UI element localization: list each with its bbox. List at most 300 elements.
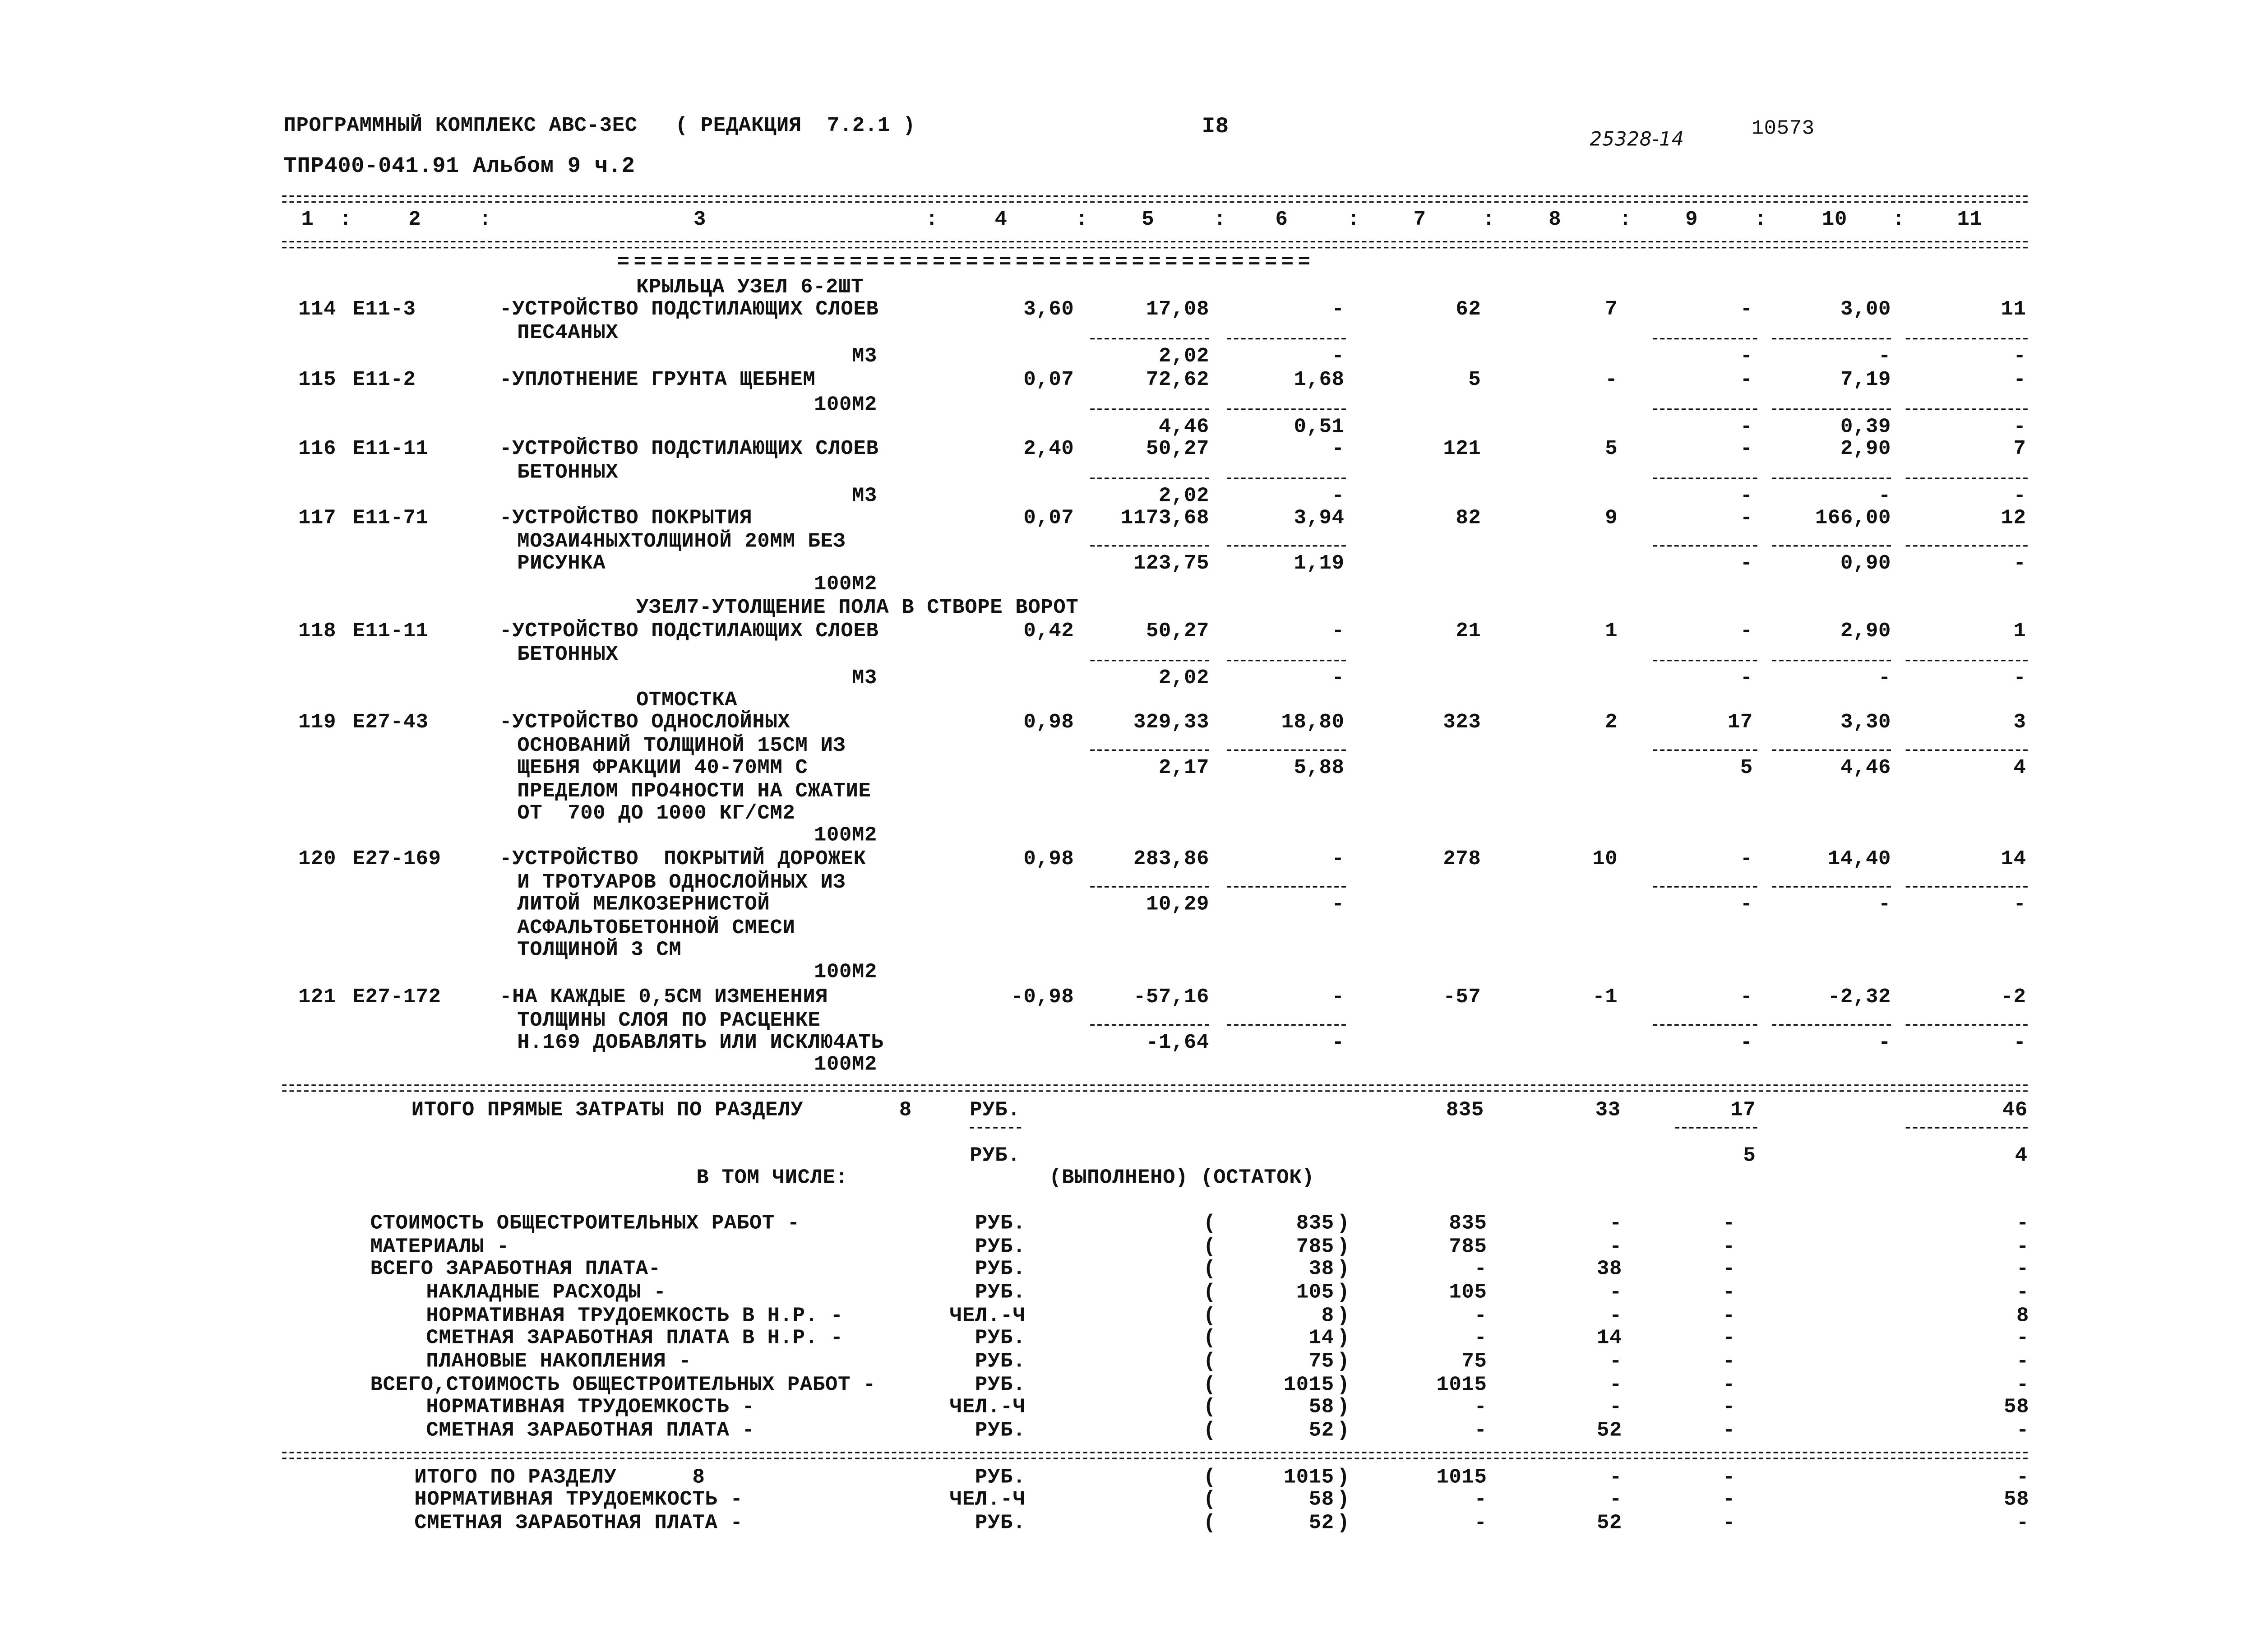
column-divider: : bbox=[1754, 208, 1767, 232]
c11-value: 3 bbox=[2013, 711, 2026, 735]
c5-value: 17,08 bbox=[1146, 298, 1210, 322]
fraction-underline bbox=[1653, 338, 1757, 339]
summary-c11: - bbox=[2016, 1350, 2029, 1374]
paren-open: ( bbox=[1203, 1305, 1216, 1328]
work-description: БЕТОННЫХ bbox=[517, 460, 619, 484]
paren-open: ( bbox=[1203, 1466, 1216, 1490]
paren-close: ) bbox=[1337, 1327, 1350, 1351]
summary-c9: - bbox=[1722, 1327, 1735, 1351]
fraction-underline bbox=[1227, 338, 1346, 339]
work-description: -УСТРОЙСТВО ОДНОСЛОЙНЫХ bbox=[499, 711, 791, 735]
c7-value: 62 bbox=[1456, 298, 1481, 322]
summary-c9: - bbox=[1722, 1396, 1735, 1420]
work-description: РИСУНКА bbox=[517, 552, 606, 576]
quantity: 0,42 bbox=[1023, 620, 1074, 644]
fraction-underline bbox=[1772, 338, 1891, 339]
c7-value: 121 bbox=[1443, 438, 1481, 462]
work-description: ПРЕДЕЛОМ ПРО4НОСТИ НА СЖАТИЕ bbox=[517, 779, 871, 803]
c10-value: 3,30 bbox=[1840, 711, 1891, 735]
fraction-underline bbox=[1227, 886, 1346, 888]
c9-sub-value: - bbox=[1740, 667, 1753, 691]
c11-value: 12 bbox=[2001, 507, 2026, 531]
c11-sub-value: - bbox=[2013, 893, 2026, 917]
header-rule-bottom bbox=[282, 241, 2028, 248]
c10-sub-value: 0,39 bbox=[1840, 416, 1891, 440]
c9-value: - bbox=[1740, 620, 1753, 644]
summary-value: 52 bbox=[1308, 1419, 1334, 1443]
totals-label: ИТОГО ПРЯМЫЕ ЗАТРАТЫ ПО РАЗДЕЛУ bbox=[411, 1099, 804, 1123]
c10-sub-value: - bbox=[1878, 1031, 1891, 1055]
work-description: ОСНОВАНИЙ ТОЛЩИНОЙ 15СМ ИЗ bbox=[517, 734, 846, 758]
column-divider: : bbox=[925, 208, 938, 232]
summary-c8: - bbox=[1609, 1374, 1623, 1397]
summary-unit: ЧЕЛ.-Ч bbox=[949, 1305, 1026, 1328]
quantity: 0,98 bbox=[1023, 711, 1074, 735]
paren-open: ( bbox=[1203, 1281, 1216, 1305]
c9-value: - bbox=[1740, 369, 1753, 393]
summary-c8: - bbox=[1609, 1281, 1623, 1305]
summary-unit: РУБ. bbox=[975, 1281, 1026, 1305]
paren-close: ) bbox=[1337, 1236, 1350, 1259]
item-number: 115 bbox=[298, 369, 337, 393]
paren-open: ( bbox=[1203, 1374, 1216, 1397]
paren-open: ( bbox=[1203, 1212, 1216, 1236]
fraction-underline bbox=[1227, 408, 1346, 410]
summary-value: 75 bbox=[1308, 1350, 1334, 1374]
c8-value: 5 bbox=[1605, 438, 1618, 462]
fraction-underline bbox=[1772, 660, 1891, 661]
summary-c11: - bbox=[2016, 1466, 2029, 1490]
summary-unit: РУБ. bbox=[975, 1466, 1026, 1490]
work-description: -УСТРОЙСТВО ПОКРЫТИЙ ДОРОЖЕК bbox=[499, 847, 866, 872]
separator-line: ========================================== bbox=[617, 251, 1315, 275]
paren-close: ) bbox=[1337, 1466, 1350, 1490]
c7-value: -57 bbox=[1443, 986, 1481, 1010]
fraction-underline bbox=[1653, 886, 1757, 888]
c6-value: - bbox=[1331, 298, 1345, 322]
column-header-10: 10 bbox=[1821, 208, 1847, 232]
c8-value: 2 bbox=[1605, 711, 1618, 735]
summary-c11: - bbox=[2016, 1512, 2029, 1536]
c9-sub-value: - bbox=[1740, 416, 1753, 440]
c5-sub-value: 2,02 bbox=[1158, 485, 1210, 509]
c7-value: 278 bbox=[1443, 847, 1481, 872]
c9-sub-value: - bbox=[1740, 552, 1753, 576]
c5-sub-value: 10,29 bbox=[1146, 893, 1210, 917]
paren-open: ( bbox=[1203, 1327, 1216, 1351]
totals-c9-2: 5 bbox=[1743, 1144, 1756, 1168]
rate-code: E11-11 bbox=[352, 620, 429, 644]
c10-value: 166,00 bbox=[1815, 507, 1891, 531]
quantity: -0,98 bbox=[1011, 986, 1074, 1010]
section-title: ОТМОСТКА bbox=[636, 689, 738, 713]
summary-unit: РУБ. bbox=[975, 1350, 1026, 1374]
done-rest-label: (ВЫПОЛНЕНО) (ОСТАТОК) bbox=[1049, 1166, 1315, 1190]
section-title: УЗЕЛ7-УТОЛЩЕНИЕ ПОЛА В СТВОРЕ ВОРОТ bbox=[636, 597, 1079, 620]
summary-value: 58 bbox=[1308, 1488, 1334, 1512]
fraction-underline bbox=[1227, 477, 1346, 479]
item-number: 119 bbox=[298, 711, 337, 735]
c10-value: 2,90 bbox=[1840, 438, 1891, 462]
summary-value: 8 bbox=[1321, 1305, 1334, 1328]
work-description: Н.169 ДОБАВЛЯТЬ ИЛИ ИСКЛЮ4АТЬ bbox=[517, 1031, 884, 1055]
c10-sub-value: - bbox=[1878, 485, 1891, 509]
work-description: -УСТРОЙСТВО ПОКРЫТИЯ bbox=[499, 507, 753, 531]
summary-c7: - bbox=[1474, 1258, 1487, 1282]
summary-c11: - bbox=[2016, 1327, 2029, 1351]
program-header: ПРОГРАММНЫЙ КОМПЛЕКС АВС-3ЕС ( РЕДАКЦИЯ 7.2.1 ) bbox=[283, 114, 915, 139]
work-description: -УПЛОТНЕНИЕ ГРУНТА ЩЕБНЕМ bbox=[499, 369, 816, 393]
fraction-underline bbox=[1090, 338, 1209, 339]
item-number: 117 bbox=[298, 507, 337, 531]
c8-value: 1 bbox=[1605, 620, 1618, 644]
c11-value: 1 bbox=[2013, 620, 2026, 644]
fraction-underline bbox=[1906, 408, 2028, 410]
fraction-underline bbox=[1653, 545, 1757, 546]
c10-value: 7,19 bbox=[1840, 369, 1891, 393]
summary-c11: - bbox=[2016, 1236, 2029, 1259]
summary-label: ВСЕГО,СТОИМОСТЬ ОБЩЕСТРОИТЕЛЬНЫХ РАБОТ - bbox=[370, 1374, 876, 1397]
column-header-4: 4 bbox=[994, 208, 1008, 232]
fraction-underline bbox=[1090, 1024, 1209, 1026]
c7-value: 82 bbox=[1456, 507, 1481, 531]
project-title: ТПР400-041.91 Альбом 9 ч.2 bbox=[283, 154, 635, 180]
c11-sub-value: - bbox=[2013, 667, 2026, 691]
summary-value: 835 bbox=[1296, 1212, 1334, 1236]
including-label: В ТОМ ЧИСЛЕ: bbox=[696, 1166, 848, 1190]
fraction-underline bbox=[1906, 750, 2028, 751]
c9-sub-value: - bbox=[1740, 1031, 1753, 1055]
paren-close: ) bbox=[1337, 1396, 1350, 1420]
column-header-3: 3 bbox=[693, 208, 707, 232]
summary-c8: - bbox=[1609, 1466, 1623, 1490]
summary-c7: 75 bbox=[1461, 1350, 1487, 1374]
paren-close: ) bbox=[1337, 1512, 1350, 1536]
summary-c9: - bbox=[1722, 1305, 1735, 1328]
fraction-underline bbox=[1090, 886, 1209, 888]
paren-open: ( bbox=[1203, 1350, 1216, 1374]
rate-code: E11-71 bbox=[352, 507, 429, 531]
c6-value: - bbox=[1331, 847, 1345, 872]
summary-c7: - bbox=[1474, 1512, 1487, 1536]
c10-value: 14,40 bbox=[1827, 847, 1891, 872]
unit-of-measure: 100М2 bbox=[814, 393, 878, 417]
c8-value: - bbox=[1605, 369, 1618, 393]
summary-c8: 52 bbox=[1597, 1419, 1623, 1443]
header-rule-top bbox=[282, 195, 2028, 203]
summary-label: НОРМАТИВНАЯ ТРУДОЕМКОСТЬ В Н.Р. - bbox=[426, 1305, 843, 1328]
paren-open: ( bbox=[1203, 1419, 1216, 1443]
item-number: 116 bbox=[298, 438, 337, 462]
c7-value: 21 bbox=[1456, 620, 1481, 644]
c11-sub-value: - bbox=[2013, 485, 2026, 509]
paren-close: ) bbox=[1337, 1281, 1350, 1305]
summary-unit: РУБ. bbox=[975, 1512, 1026, 1536]
c6-value: - bbox=[1331, 986, 1345, 1010]
c8-value: -1 bbox=[1592, 986, 1618, 1010]
c10-sub-value: - bbox=[1878, 667, 1891, 691]
paren-close: ) bbox=[1337, 1488, 1350, 1512]
c5-sub-value: -1,64 bbox=[1146, 1031, 1210, 1055]
column-header-5: 5 bbox=[1142, 208, 1155, 232]
fraction-underline bbox=[1227, 660, 1346, 661]
summary-c7: - bbox=[1474, 1305, 1487, 1328]
c10-sub-value: - bbox=[1878, 893, 1891, 917]
c10-value: 3,00 bbox=[1840, 298, 1891, 322]
fraction-underline bbox=[1906, 545, 2028, 546]
fraction-underline bbox=[1675, 1127, 1757, 1129]
fraction-underline bbox=[1227, 750, 1346, 751]
summary-c9: - bbox=[1722, 1258, 1735, 1282]
column-divider: : bbox=[339, 208, 352, 232]
c9-value: - bbox=[1740, 986, 1753, 1010]
column-divider: : bbox=[1075, 208, 1088, 232]
c11-sub-value: - bbox=[2013, 416, 2026, 440]
summary-label: ПЛАНОВЫЕ НАКОПЛЕНИЯ - bbox=[426, 1350, 692, 1374]
summary-label: НОРМАТИВНАЯ ТРУДОЕМКОСТЬ - bbox=[414, 1488, 743, 1512]
c10-sub-value: 4,46 bbox=[1840, 757, 1891, 781]
c6-sub-value: - bbox=[1331, 345, 1345, 369]
paren-close: ) bbox=[1337, 1419, 1350, 1443]
totals-c11-2: 4 bbox=[2015, 1144, 2028, 1168]
work-description: -УСТРОЙСТВО ПОДСТИЛАЮЩИХ СЛОЕВ bbox=[499, 620, 879, 644]
totals-c11: 46 bbox=[2002, 1099, 2028, 1123]
c5-sub-value: 2,02 bbox=[1158, 345, 1210, 369]
summary-c9: - bbox=[1722, 1419, 1735, 1443]
rate-code: E11-3 bbox=[352, 298, 416, 322]
fraction-underline bbox=[1772, 408, 1891, 410]
c7-value: 5 bbox=[1468, 369, 1481, 393]
fraction-underline bbox=[1772, 477, 1891, 479]
work-description: ЛИТОЙ МЕЛКОЗЕРНИСТОЙ bbox=[517, 893, 770, 917]
fraction-underline bbox=[1227, 1024, 1346, 1026]
summary-value: 105 bbox=[1296, 1281, 1334, 1305]
paren-open: ( bbox=[1203, 1258, 1216, 1282]
fraction-underline bbox=[970, 1127, 1021, 1129]
c9-sub-value: 5 bbox=[1740, 757, 1753, 781]
c9-value: - bbox=[1740, 438, 1753, 462]
summary-c9: - bbox=[1722, 1466, 1735, 1490]
summary-label: СТОИМОСТЬ ОБЩЕСТРОИТЕЛЬНЫХ РАБОТ - bbox=[370, 1212, 800, 1236]
summary-label: ИТОГО ПО РАЗДЕЛУ 8 bbox=[414, 1466, 705, 1490]
c6-value: - bbox=[1331, 438, 1345, 462]
quantity: 0,07 bbox=[1023, 369, 1074, 393]
c6-sub-value: 0,51 bbox=[1294, 416, 1345, 440]
summary-c9: - bbox=[1722, 1350, 1735, 1374]
summary-c7: - bbox=[1474, 1396, 1487, 1420]
paren-open: ( bbox=[1203, 1396, 1216, 1420]
fraction-underline bbox=[1653, 660, 1757, 661]
column-divider: : bbox=[479, 208, 492, 232]
summary-value: 785 bbox=[1296, 1236, 1334, 1259]
summary-value: 52 bbox=[1308, 1512, 1334, 1536]
work-description: -НА КАЖДЫЕ 0,5СМ ИЗМЕНЕНИЯ bbox=[499, 986, 828, 1010]
summary-unit: РУБ. bbox=[975, 1236, 1026, 1259]
column-header-1: 1 bbox=[301, 208, 314, 232]
fraction-underline bbox=[1906, 1024, 2028, 1026]
summary-unit: ЧЕЛ.-Ч bbox=[949, 1396, 1026, 1420]
c7-value: 323 bbox=[1443, 711, 1481, 735]
paren-open: ( bbox=[1203, 1236, 1216, 1259]
c9-value: 17 bbox=[1727, 711, 1753, 735]
c10-sub-value: 0,90 bbox=[1840, 552, 1891, 576]
c6-value: 1,68 bbox=[1294, 369, 1345, 393]
column-divider: : bbox=[1213, 208, 1226, 232]
summary-c8: - bbox=[1609, 1236, 1623, 1259]
item-number: 114 bbox=[298, 298, 337, 322]
rate-code: E11-2 bbox=[352, 369, 416, 393]
summary-c8: - bbox=[1609, 1212, 1623, 1236]
column-divider: : bbox=[1892, 208, 1905, 232]
c5-value: -57,16 bbox=[1133, 986, 1210, 1010]
item-number: 118 bbox=[298, 620, 337, 644]
c11-value: 7 bbox=[2013, 438, 2026, 462]
column-header-6: 6 bbox=[1275, 208, 1288, 232]
fraction-underline bbox=[1090, 750, 1209, 751]
summary-c7: 835 bbox=[1449, 1212, 1487, 1236]
work-description: МОЗАИ4НЫХТОЛЩИНОЙ 20ММ БЕЗ bbox=[517, 529, 846, 554]
fraction-underline bbox=[1772, 886, 1891, 888]
fraction-underline bbox=[1090, 545, 1209, 546]
c11-sub-value: - bbox=[2013, 345, 2026, 369]
c10-value: -2,32 bbox=[1827, 986, 1891, 1010]
summary-value: 58 bbox=[1308, 1396, 1334, 1420]
document-number: 10573 bbox=[1751, 117, 1815, 141]
c5-value: 283,86 bbox=[1133, 847, 1210, 872]
summary-c11: 8 bbox=[2016, 1305, 2029, 1328]
summary-c11: - bbox=[2016, 1281, 2029, 1305]
c6-sub-value: 1,19 bbox=[1294, 552, 1345, 576]
c11-value: 14 bbox=[2001, 847, 2026, 872]
summary-unit: РУБ. bbox=[975, 1212, 1026, 1236]
summary-c11: - bbox=[2016, 1212, 2029, 1236]
work-description: -УСТРОЙСТВО ПОДСТИЛАЮЩИХ СЛОЕВ bbox=[499, 438, 879, 462]
fraction-underline bbox=[1906, 1127, 2028, 1129]
c8-value: 10 bbox=[1592, 847, 1618, 872]
c11-value: - bbox=[2013, 369, 2026, 393]
c10-value: 2,90 bbox=[1840, 620, 1891, 644]
totals-section-number: 8 bbox=[899, 1099, 912, 1123]
c6-value: 18,80 bbox=[1281, 711, 1345, 735]
c5-value: 1173,68 bbox=[1120, 507, 1210, 531]
work-description: ПЕС4АНЫХ bbox=[517, 321, 619, 345]
unit-of-measure: М3 bbox=[852, 485, 878, 509]
column-header-2: 2 bbox=[408, 208, 421, 232]
summary-c8: - bbox=[1609, 1488, 1623, 1512]
c6-sub-value: - bbox=[1331, 1031, 1345, 1055]
c9-value: - bbox=[1740, 847, 1753, 872]
c9-value: - bbox=[1740, 507, 1753, 531]
paren-close: ) bbox=[1337, 1350, 1350, 1374]
handwritten-number: 25328-14 bbox=[1590, 129, 1684, 152]
column-divider: : bbox=[1347, 208, 1360, 232]
totals-c7: 835 bbox=[1446, 1099, 1484, 1123]
c5-sub-value: 2,02 bbox=[1158, 667, 1210, 691]
unit-of-measure: М3 bbox=[852, 667, 878, 691]
c9-sub-value: - bbox=[1740, 485, 1753, 509]
c5-value: 50,27 bbox=[1146, 620, 1210, 644]
fraction-underline bbox=[1653, 750, 1757, 751]
summary-c7: - bbox=[1474, 1327, 1487, 1351]
summary-c8: - bbox=[1609, 1305, 1623, 1328]
c5-value: 50,27 bbox=[1146, 438, 1210, 462]
summary-unit: ЧЕЛ.-Ч bbox=[949, 1488, 1026, 1512]
fraction-underline bbox=[1653, 1024, 1757, 1026]
fraction-underline bbox=[1772, 545, 1891, 546]
work-description: -УСТРОЙСТВО ПОДСТИЛАЮЩИХ СЛОЕВ bbox=[499, 298, 879, 322]
rate-code: E27-172 bbox=[352, 986, 441, 1010]
summary-unit: РУБ. bbox=[975, 1258, 1026, 1282]
summary-c7: 785 bbox=[1449, 1236, 1487, 1259]
rate-code: E11-11 bbox=[352, 438, 429, 462]
summary-label: НОРМАТИВНАЯ ТРУДОЕМКОСТЬ - bbox=[426, 1396, 755, 1420]
c11-value: 11 bbox=[2001, 298, 2026, 322]
c6-sub-value: - bbox=[1331, 893, 1345, 917]
summary-c8: 38 bbox=[1597, 1258, 1623, 1282]
work-description: ЩЕБНЯ ФРАКЦИИ 40-70ММ С bbox=[517, 757, 808, 781]
unit-of-measure: 100М2 bbox=[814, 1053, 878, 1077]
final-rule bbox=[282, 1452, 2028, 1459]
summary-c9: - bbox=[1722, 1488, 1735, 1512]
totals-c9: 17 bbox=[1730, 1099, 1756, 1123]
summary-unit: РУБ. bbox=[975, 1419, 1026, 1443]
paren-close: ) bbox=[1337, 1305, 1350, 1328]
paren-close: ) bbox=[1337, 1212, 1350, 1236]
work-description: И ТРОТУАРОВ ОДНОСЛОЙНЫХ ИЗ bbox=[517, 870, 846, 894]
summary-c7: - bbox=[1474, 1488, 1487, 1512]
work-description: ТОЛЩИНЫ СЛОЯ ПО РАСЦЕНКЕ bbox=[517, 1009, 821, 1032]
fraction-underline bbox=[1906, 338, 2028, 339]
c6-sub-value: - bbox=[1331, 667, 1345, 691]
item-number: 121 bbox=[298, 986, 337, 1010]
summary-c8: 52 bbox=[1597, 1512, 1623, 1536]
summary-value: 38 bbox=[1308, 1258, 1334, 1282]
summary-c11: - bbox=[2016, 1374, 2029, 1397]
unit-of-measure: 100М2 bbox=[814, 824, 878, 848]
c6-value: - bbox=[1331, 620, 1345, 644]
totals-c8: 33 bbox=[1595, 1099, 1621, 1123]
summary-unit: РУБ. bbox=[975, 1374, 1026, 1397]
summary-c7: 1015 bbox=[1436, 1466, 1487, 1490]
column-header-8: 8 bbox=[1549, 208, 1562, 232]
c8-value: 9 bbox=[1605, 507, 1618, 531]
quantity: 0,98 bbox=[1023, 847, 1074, 872]
summary-value: 14 bbox=[1308, 1327, 1334, 1351]
quantity: 0,07 bbox=[1023, 507, 1074, 531]
column-header-9: 9 bbox=[1685, 208, 1698, 232]
c5-sub-value: 4,46 bbox=[1158, 416, 1210, 440]
unit-of-measure: М3 bbox=[852, 345, 878, 369]
fraction-underline bbox=[1906, 660, 2028, 661]
summary-c9: - bbox=[1722, 1374, 1735, 1397]
summary-c9: - bbox=[1722, 1281, 1735, 1305]
summary-label: СМЕТНАЯ ЗАРАБОТНАЯ ПЛАТА В Н.Р. - bbox=[426, 1327, 843, 1351]
summary-label: СМЕТНАЯ ЗАРАБОТНАЯ ПЛАТА - bbox=[414, 1512, 743, 1536]
summary-c8: 14 bbox=[1597, 1327, 1623, 1351]
summary-unit: РУБ. bbox=[975, 1327, 1026, 1351]
quantity: 3,60 bbox=[1023, 298, 1074, 322]
column-header-7: 7 bbox=[1413, 208, 1426, 232]
summary-label: СМЕТНАЯ ЗАРАБОТНАЯ ПЛАТА - bbox=[426, 1419, 755, 1443]
summary-c11: 58 bbox=[2004, 1396, 2029, 1420]
c6-sub-value: 5,88 bbox=[1294, 757, 1345, 781]
summary-value: 1015 bbox=[1283, 1466, 1334, 1490]
summary-c8: - bbox=[1609, 1396, 1623, 1420]
c5-sub-value: 2,17 bbox=[1158, 757, 1210, 781]
fraction-underline bbox=[1090, 477, 1209, 479]
summary-label: МАТЕРИАЛЫ - bbox=[370, 1236, 509, 1259]
c11-sub-value: - bbox=[2013, 1031, 2026, 1055]
